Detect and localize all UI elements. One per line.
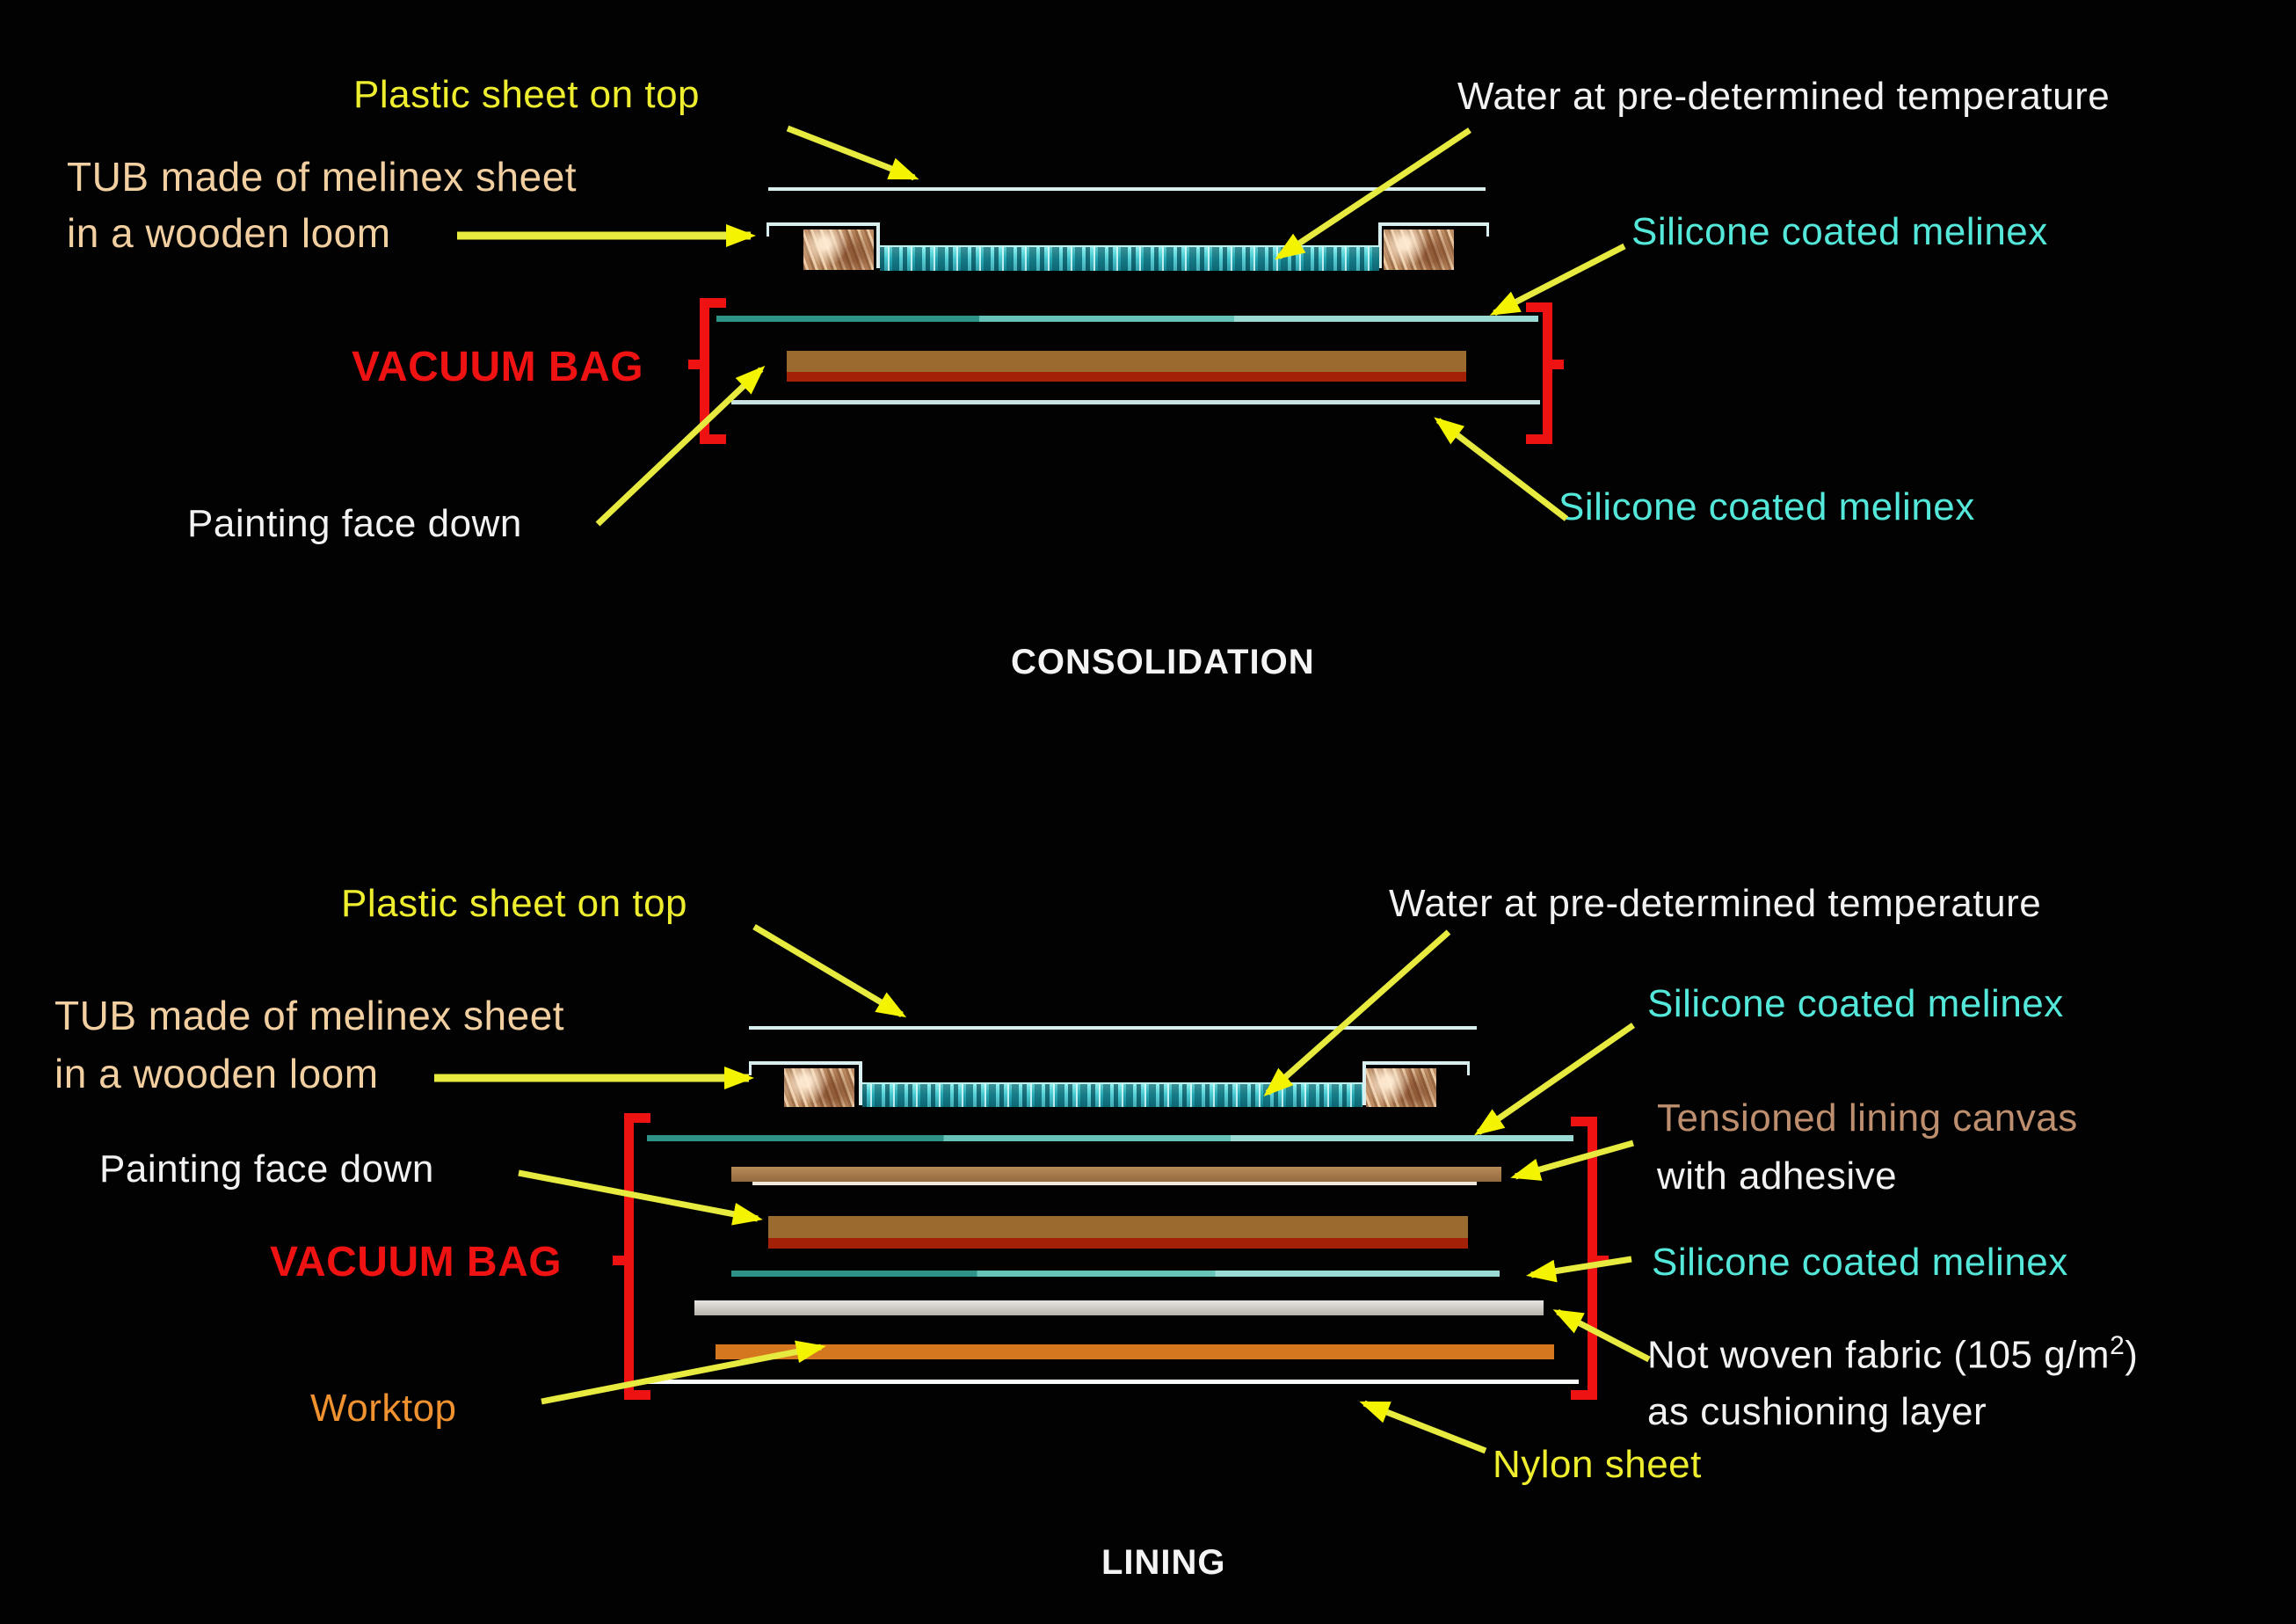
water-label: Water at pre-determined temperature bbox=[1457, 75, 2111, 118]
painting-label: Painting face down bbox=[99, 1147, 434, 1191]
not-woven-text: Not woven fabric (105 g/m bbox=[1647, 1333, 2111, 1377]
arrow-silicone-1-lining bbox=[1479, 1025, 1633, 1132]
painting-label: Painting face down bbox=[187, 502, 522, 545]
arrow-not-woven-lining bbox=[1558, 1312, 1649, 1359]
arrow-painting-lining bbox=[519, 1173, 758, 1219]
vacuum-bag-label: VACUUM BAG bbox=[352, 344, 644, 390]
tub-label-line1: TUB made of melinex sheet bbox=[54, 993, 565, 1038]
arrow-water-consolidation bbox=[1279, 130, 1470, 257]
vacuum-bag-label: VACUUM BAG bbox=[270, 1239, 563, 1285]
tub-label-line2: in a wooden loom bbox=[67, 210, 391, 256]
arrow-painting-consolidation bbox=[598, 369, 761, 524]
arrow-silicone-top-consolidation bbox=[1494, 246, 1624, 313]
silicone-1-label: Silicone coated melinex bbox=[1647, 982, 2064, 1025]
not-woven-superscript: 2 bbox=[2110, 1331, 2125, 1360]
arrow-silicone-bottom-consolidation bbox=[1438, 420, 1566, 519]
tub-label-line2: in a wooden loom bbox=[54, 1051, 379, 1096]
silicone-top-label: Silicone coated melinex bbox=[1631, 210, 2048, 253]
nylon-sheet-label: Nylon sheet bbox=[1493, 1443, 1702, 1486]
silicone-bottom-label: Silicone coated melinex bbox=[1559, 485, 1975, 528]
worktop-label: Worktop bbox=[310, 1387, 457, 1430]
tensioned-canvas-label-line2: with adhesive bbox=[1657, 1154, 1898, 1198]
plastic-sheet-label: Plastic sheet on top bbox=[353, 73, 701, 116]
plastic-sheet-label: Plastic sheet on top bbox=[341, 882, 688, 925]
arrow-water-lining bbox=[1268, 932, 1449, 1093]
arrow-plastic-sheet-consolidation bbox=[788, 128, 914, 178]
tensioned-canvas-label-line1: Tensioned lining canvas bbox=[1657, 1096, 2078, 1140]
tub-label-line1: TUB made of melinex sheet bbox=[67, 154, 578, 200]
silicone-2-label: Silicone coated melinex bbox=[1652, 1241, 2068, 1284]
arrow-nylon-lining bbox=[1364, 1403, 1486, 1451]
lining-title: LINING bbox=[1101, 1543, 1226, 1582]
consolidation-title: CONSOLIDATION bbox=[1011, 643, 1315, 681]
arrow-tensioned-canvas-lining bbox=[1515, 1143, 1633, 1176]
water-label: Water at pre-determined temperature bbox=[1389, 882, 2042, 925]
not-woven-label-line2: as cushioning layer bbox=[1647, 1390, 1987, 1433]
arrow-plastic-sheet-lining bbox=[754, 927, 902, 1015]
not-woven-close: ) bbox=[2125, 1333, 2139, 1377]
arrow-silicone-2-lining bbox=[1531, 1259, 1631, 1275]
arrow-worktop-lining bbox=[541, 1347, 821, 1402]
